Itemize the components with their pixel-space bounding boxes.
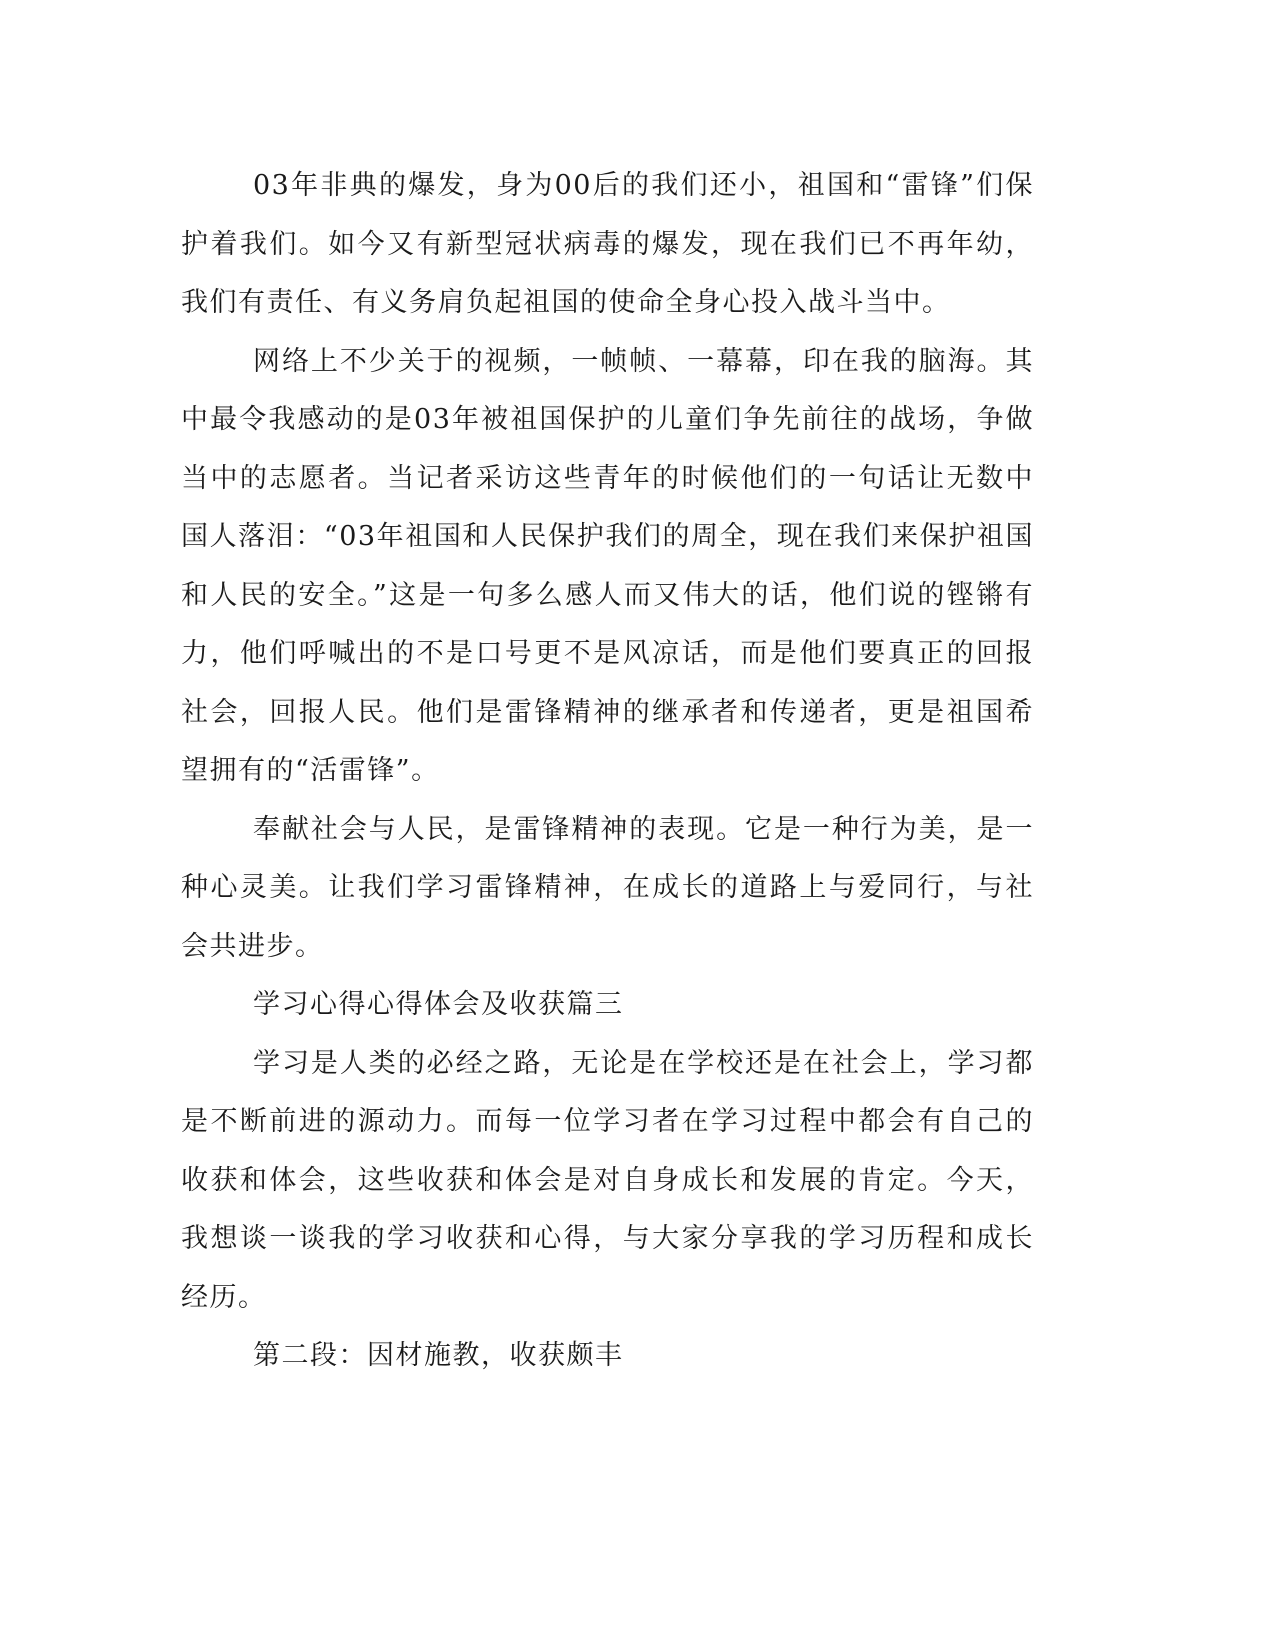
- document-page: [181, 157, 1034, 1386]
- section-heading-part-three: 学习心得心得体会及收获篇三: [253, 989, 624, 1020]
- paragraph-volunteers: 网络上不少关于的视频，一帧帧、一幕幕，印在我的脑海。其中最令我感动的是03年被祖国保护的儿童们争先前往的战场，争做当中的志愿者。当记者采访这些青年的时候他们的一句话让无数中国人落泪：“03年祖国和人民保护我们的周全，现在我们来保护祖国和人民的安全。”这是一句多么感人而又伟大的话，他们说的铿锵有力，他们呼喊出的不是口号更不是风凉话，而是他们要真正的回报社会，回报人民。他们是雷锋精神的继承者和传递者，更是祖国希望拥有的“活雷锋”。: [181, 345, 1034, 786]
- paragraph-sars-2003: 03年非典的爆发，身为00后的我们还小，祖国和“雷锋”们保护着我们。如今又有新型冠状病毒的爆发，现在我们已不再年幼，我们有责任、有义务肩负起祖国的使命全身心投入战斗当中。: [181, 170, 1034, 318]
- paragraph-learning-intro: 学习是人类的必经之路，无论是在学校还是在社会上，学习都是不断前进的源动力。而每一位学习者在学习过程中都会有自己的收获和体会，这些收获和体会是对自身成长和发展的肯定。今天，我想谈一谈我的学习收获和心得，与大家分享我的学习历程和成长经历。: [181, 1047, 1034, 1313]
- paragraph-dedication: 奉献社会与人民，是雷锋精神的表现。它是一种行为美，是一种心灵美。让我们学习雷锋精神，在成长的道路上与爱同行，与社会共进步。: [181, 813, 1034, 962]
- section-heading-part-two: 第二段：因材施教，收获颇丰: [253, 1340, 624, 1371]
